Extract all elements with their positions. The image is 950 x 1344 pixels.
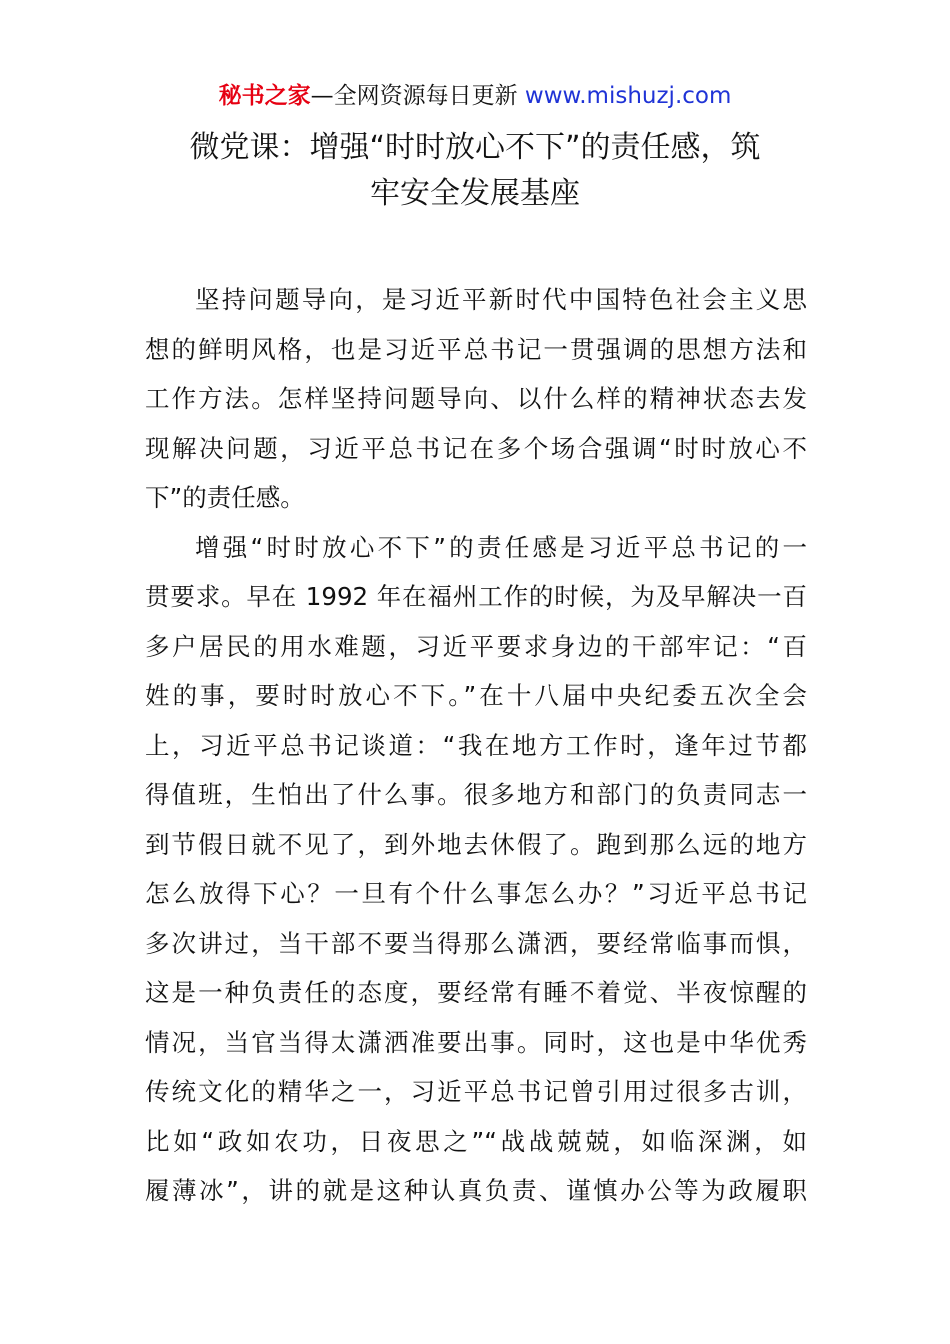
title-line-2: 牢安全发展基座	[370, 176, 580, 211]
text-line: 想的鲜明风格，也是习近平总书记一贯强调的思想方法和	[145, 334, 807, 364]
paragraph-1	[145, 275, 807, 523]
text-line: 履薄冰”，讲的就是这种认真负责、谨慎办公等为政履职	[145, 1176, 807, 1205]
text-line: 坚持问题导向，是习近平新时代中国特色社会主义思	[195, 285, 807, 314]
brand-name: 秘书之家	[218, 83, 311, 109]
title-line-1: 微党课：增强“时时放心不下”的责任感，筑	[189, 130, 761, 165]
paragraph-2	[145, 523, 807, 1216]
text-line: 现解决问题，习近平总书记在多个场合强调“时时放心不	[145, 433, 807, 463]
text-line: 工作方法。怎样坚持问题导向、以什么样的精神状态去发	[145, 384, 807, 413]
text-line: 到节假日就不见了，到外地去休假了。跑到那么远的地方	[145, 829, 807, 859]
text-line: 姓的事，要时时放心不下。”在十八届中央纪委五次全会	[145, 681, 807, 710]
site-header	[0, 80, 950, 112]
text-line: 这是一种负责任的态度，要经常有睡不着觉、半夜惊醒的	[145, 978, 807, 1007]
text-line: 多户居民的用水难题，习近平要求身边的干部牢记：“百	[145, 631, 807, 661]
site-url-link[interactable]: www.mishuzj.com	[524, 83, 732, 109]
text-line: 下”的责任感。	[145, 483, 305, 512]
text-line: 增强“时时放心不下”的责任感是习近平总书记的一	[195, 532, 807, 562]
text-line: 上，习近平总书记谈道：“我在地方工作时，逢年过节都	[145, 730, 807, 760]
document-body	[145, 275, 807, 1216]
text-line: 得值班，生怕出了什么事。很多地方和部门的负责同志一	[145, 780, 807, 809]
text-line: 多次讲过，当干部不要当得那么潇洒，要经常临事而惧，	[145, 928, 807, 958]
document-title	[120, 125, 830, 217]
header-tagline: —全网资源每日更新	[310, 83, 518, 109]
text-line: 情况，当官当得太潇洒准要出事。同时，这也是中华优秀	[145, 1027, 807, 1057]
text-line: 传统文化的精华之一，习近平总书记曾引用过很多古训，	[145, 1077, 807, 1106]
text-line: 怎么放得下心？一旦有个什么事怎么办？”习近平总书记	[145, 879, 807, 908]
text-line: 贯要求。早在 1992 年在福州工作的时候，为及早解决一百	[145, 582, 807, 611]
text-line: 比如“政如农功，日夜思之”“战战兢兢，如临深渊，如	[145, 1126, 807, 1156]
